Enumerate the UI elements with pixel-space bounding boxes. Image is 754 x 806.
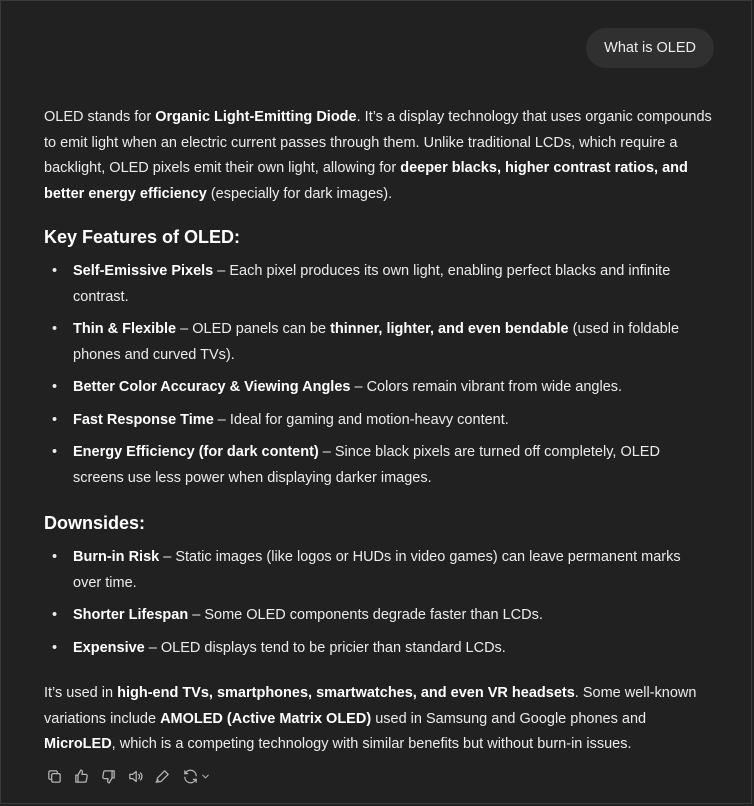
text-run: – OLED displays tend to be pricier than standard LCDs.	[144, 639, 506, 656]
list-item	[44, 375, 712, 401]
copy-icon	[46, 768, 63, 785]
bad-response-button[interactable]	[98, 766, 118, 786]
list-item	[44, 545, 712, 596]
bold-text: deeper blacks, higher contrast ratios, and better energy efficiency	[44, 160, 688, 202]
intro-paragraph	[44, 105, 712, 207]
list-item	[44, 259, 712, 310]
chevron-down-icon	[200, 771, 211, 782]
bold-text: MicroLED	[44, 736, 112, 752]
text-run: . It’s a display technology that uses organic compounds to emit light when an electric current passes through them. Unlike traditional LCDs, which require a backlight, OLED pixels emit their own light, allowing for	[44, 109, 712, 176]
edit-canvas-icon	[154, 768, 171, 785]
read-aloud-icon	[127, 768, 144, 785]
text-run: , which is a competing technology with similar benefits but without burn-in issues.	[111, 736, 632, 752]
text-run: It’s used in	[44, 685, 118, 701]
bold-text: high-end TVs, smartphones, smartwatches, and even VR headsets	[117, 685, 575, 701]
bold-text: Energy Efficiency (for dark content)	[73, 444, 319, 460]
bold-text: thinner, lighter, and even bendable	[330, 321, 569, 337]
text-run: (especially for dark images).	[206, 185, 393, 202]
list-item	[44, 636, 712, 662]
text-run: – Some OLED components degrade faster than LCDs.	[188, 607, 543, 623]
thumbs-down-icon	[100, 768, 117, 785]
downsides-heading: Downsides:	[44, 513, 146, 533]
text-run: – OLED panels can be	[176, 321, 331, 337]
bold-text: Better Color Accuracy & Viewing Angles	[73, 379, 351, 395]
text-run: – Colors remain vibrant from wide angles.	[350, 379, 623, 395]
downsides-list	[44, 545, 712, 661]
text-run: . Some well-known variations include	[44, 685, 697, 727]
bold-text: Burn-in Risk	[73, 549, 160, 565]
text-run: (used in foldable phones and curved TVs).	[73, 321, 680, 363]
list-item	[44, 408, 712, 434]
bold-text: AMOLED (Active Matrix OLED)	[160, 710, 372, 727]
list-item	[44, 440, 712, 491]
edit-in-canvas-button[interactable]	[152, 766, 172, 786]
user-message-text: What is OLED	[604, 40, 696, 56]
key-features-heading: Key Features of OLED:	[44, 227, 241, 247]
regenerate-button[interactable]	[179, 766, 213, 786]
read-aloud-button[interactable]	[125, 766, 145, 786]
bold-text: Expensive	[73, 639, 145, 656]
text-run: used in Samsung and Google phones and	[371, 710, 647, 727]
key-features-list	[44, 259, 712, 491]
thumbs-up-icon	[73, 768, 90, 785]
bold-text: Self-Emissive Pixels	[73, 263, 214, 279]
regenerate-icon	[182, 768, 199, 785]
text-run: – Each pixel produces its own light, enabling perfect blacks and infinite contrast.	[73, 263, 671, 305]
text-run: – Static images (like logos or HUDs in video games) can leave permanent marks over time.	[73, 549, 681, 591]
assistant-response	[44, 105, 712, 758]
message-actions	[44, 766, 213, 786]
copy-button[interactable]	[44, 766, 64, 786]
bold-text: Fast Response Time	[73, 411, 214, 428]
good-response-button[interactable]	[71, 766, 91, 786]
bold-text: Organic Light-Emitting Diode	[155, 109, 357, 125]
outro-paragraph	[44, 681, 712, 758]
text-run: – Ideal for gaming and motion-heavy content.	[213, 411, 509, 428]
list-item	[44, 603, 712, 629]
bold-text: Thin & Flexible	[73, 321, 177, 337]
list-item	[44, 317, 712, 368]
text-run: – Since black pixels are turned off completely, OLED screens use less power when displaying darker images.	[73, 444, 660, 486]
bold-text: Shorter Lifespan	[73, 607, 189, 623]
text-run: OLED stands for	[44, 109, 156, 125]
user-message-bubble	[586, 28, 714, 68]
